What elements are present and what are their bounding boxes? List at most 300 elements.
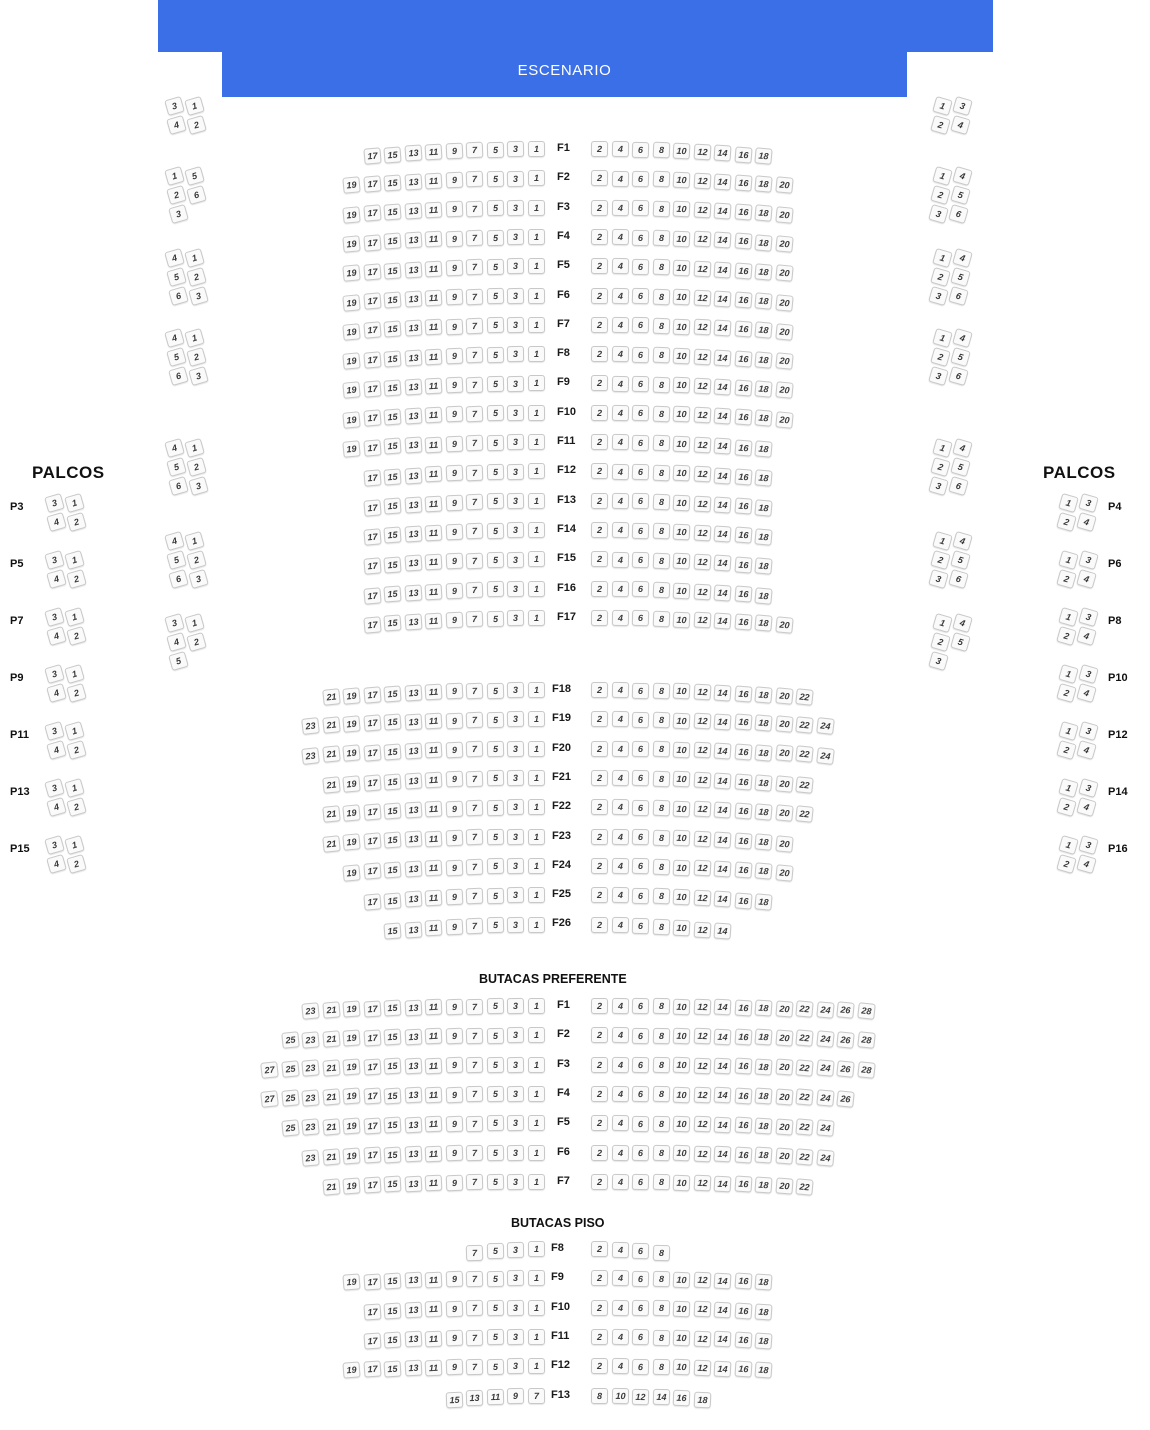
palco-P14-seat-4[interactable]: 4 <box>1076 797 1097 817</box>
seat-F15-6[interactable]: 6 <box>632 552 649 568</box>
seat-F3-24[interactable]: 24 <box>816 1060 834 1078</box>
seat-F25-17[interactable]: 17 <box>363 893 381 910</box>
seat-F5-2[interactable]: 2 <box>591 258 608 274</box>
seat-F20-17[interactable]: 17 <box>363 744 381 761</box>
palco-P10-seat-3[interactable]: 3 <box>1078 664 1099 684</box>
sidebox-left-7-seat-4[interactable]: 4 <box>166 632 187 652</box>
seat-F7-2[interactable]: 2 <box>591 317 608 333</box>
seat-F13-9[interactable]: 9 <box>445 494 463 511</box>
seat-F6-12[interactable]: 12 <box>693 1145 711 1162</box>
seat-F13-16[interactable]: 16 <box>734 497 752 514</box>
seat-F23-14[interactable]: 14 <box>713 831 731 848</box>
seat-F4-8[interactable]: 8 <box>652 1086 669 1103</box>
sidebox-right-6-seat-6[interactable]: 6 <box>948 569 969 589</box>
seat-F16-2[interactable]: 2 <box>591 580 608 596</box>
seat-F15-8[interactable]: 8 <box>652 552 670 569</box>
seat-F8-2[interactable]: 2 <box>591 346 608 362</box>
seat-F11-16[interactable]: 16 <box>734 439 752 456</box>
sidebox-right-4-seat-4[interactable]: 4 <box>952 328 973 348</box>
seat-F9-15[interactable]: 15 <box>383 379 401 396</box>
seat-F9-8[interactable]: 8 <box>652 376 670 393</box>
seat-F25-8[interactable]: 8 <box>652 888 670 905</box>
seat-F4-16[interactable]: 16 <box>734 1087 752 1104</box>
seat-F22-15[interactable]: 15 <box>383 802 401 819</box>
seat-F9-17[interactable]: 17 <box>363 380 381 397</box>
seat-F11-8[interactable]: 8 <box>652 435 670 452</box>
seat-F7-19[interactable]: 19 <box>342 1177 360 1194</box>
seat-F19-15[interactable]: 15 <box>383 714 401 731</box>
seat-F1-19[interactable]: 19 <box>342 1001 360 1018</box>
seat-F25-2[interactable]: 2 <box>591 887 608 903</box>
seat-F23-19[interactable]: 19 <box>342 834 360 852</box>
seat-F24-19[interactable]: 19 <box>342 864 360 882</box>
seat-F15-18[interactable]: 18 <box>754 557 772 574</box>
seat-F20-21[interactable]: 21 <box>322 746 341 764</box>
seat-F5-21[interactable]: 21 <box>322 1118 340 1135</box>
seat-F10-16[interactable]: 16 <box>734 409 752 426</box>
seat-F1-12[interactable]: 12 <box>693 999 711 1016</box>
sidebox-right-7-seat-5[interactable]: 5 <box>950 632 971 652</box>
seat-F10-3[interactable]: 3 <box>507 405 524 421</box>
sidebox-right-3-seat-6[interactable]: 6 <box>948 286 969 306</box>
seat-F24-9[interactable]: 9 <box>445 859 463 876</box>
seat-F21-13[interactable]: 13 <box>404 772 422 789</box>
seat-F16-4[interactable]: 4 <box>611 581 628 597</box>
sidebox-right-6-seat-2[interactable]: 2 <box>930 550 951 570</box>
seat-F17-2[interactable]: 2 <box>591 610 608 626</box>
seat-F10-2[interactable]: 2 <box>591 1300 608 1316</box>
seat-F5-13[interactable]: 13 <box>404 1116 422 1133</box>
seat-F2-14[interactable]: 14 <box>714 1028 732 1045</box>
seat-F4-16[interactable]: 16 <box>734 233 752 250</box>
seat-F20-22[interactable]: 22 <box>795 746 814 764</box>
sidebox-right-5-seat-3[interactable]: 3 <box>928 476 949 496</box>
sidebox-left-2-seat-1[interactable]: 1 <box>164 166 185 186</box>
sidebox-right-4-seat-3[interactable]: 3 <box>928 366 949 386</box>
seat-F20-19[interactable]: 19 <box>342 745 360 763</box>
seat-F4-2[interactable]: 2 <box>591 229 608 245</box>
palco-P13-seat-3[interactable]: 3 <box>44 778 65 798</box>
seat-F23-6[interactable]: 6 <box>632 829 649 845</box>
seat-F7-6[interactable]: 6 <box>632 317 649 333</box>
seat-F1-2[interactable]: 2 <box>591 141 608 157</box>
seat-F5-16[interactable]: 16 <box>734 262 752 279</box>
seat-F12-15[interactable]: 15 <box>383 468 401 485</box>
seat-F7-11[interactable]: 11 <box>425 1175 443 1192</box>
seat-F4-17[interactable]: 17 <box>363 234 381 251</box>
sidebox-left-7-seat-5[interactable]: 5 <box>168 651 189 671</box>
seat-F3-6[interactable]: 6 <box>632 200 649 216</box>
seat-F10-8[interactable]: 8 <box>652 1300 669 1317</box>
seat-F19-2[interactable]: 2 <box>591 711 608 727</box>
seat-F1-5[interactable]: 5 <box>486 998 503 1014</box>
seat-F20-23[interactable]: 23 <box>301 747 320 765</box>
seat-F8-5[interactable]: 5 <box>486 1243 503 1259</box>
seat-F22-3[interactable]: 3 <box>507 799 524 815</box>
seat-F5-9[interactable]: 9 <box>445 260 463 277</box>
seat-F6-10[interactable]: 10 <box>673 1145 691 1162</box>
seat-F3-12[interactable]: 12 <box>693 202 711 219</box>
seat-F22-11[interactable]: 11 <box>425 801 443 818</box>
palco-P9-seat-4[interactable]: 4 <box>46 683 67 703</box>
seat-F3-15[interactable]: 15 <box>383 203 401 220</box>
seat-F11-11[interactable]: 11 <box>425 1330 443 1347</box>
seat-F23-13[interactable]: 13 <box>404 831 422 848</box>
seat-F12-1[interactable]: 1 <box>527 463 544 479</box>
seat-F1-9[interactable]: 9 <box>445 143 463 160</box>
seat-F4-5[interactable]: 5 <box>486 229 503 245</box>
palco-P11-seat-2[interactable]: 2 <box>66 740 87 760</box>
seat-F4-4[interactable]: 4 <box>611 1086 628 1102</box>
seat-F2-25[interactable]: 25 <box>281 1031 300 1049</box>
seat-F8-14[interactable]: 14 <box>713 349 731 366</box>
seat-F8-10[interactable]: 10 <box>673 347 691 364</box>
seat-F3-27[interactable]: 27 <box>260 1061 279 1079</box>
seat-F6-9[interactable]: 9 <box>445 1145 463 1162</box>
seat-F6-8[interactable]: 8 <box>652 1145 669 1162</box>
sidebox-right-4-seat-5[interactable]: 5 <box>950 347 971 367</box>
seat-F10-17[interactable]: 17 <box>363 410 381 427</box>
seat-F22-13[interactable]: 13 <box>404 801 422 818</box>
seat-F26-4[interactable]: 4 <box>611 917 628 933</box>
seat-F19-14[interactable]: 14 <box>713 713 731 730</box>
sidebox-right-5-seat-6[interactable]: 6 <box>948 476 969 496</box>
seat-F1-8[interactable]: 8 <box>652 142 670 159</box>
seat-F11-14[interactable]: 14 <box>713 438 731 455</box>
seat-F12-10[interactable]: 10 <box>673 1359 691 1376</box>
seat-F12-3[interactable]: 3 <box>507 463 524 479</box>
seat-F18-6[interactable]: 6 <box>632 682 649 698</box>
seat-F10-10[interactable]: 10 <box>673 406 691 423</box>
seat-F1-16[interactable]: 16 <box>734 999 752 1016</box>
seat-F17-6[interactable]: 6 <box>632 610 649 626</box>
seat-F11-18[interactable]: 18 <box>754 440 772 457</box>
seat-F17-5[interactable]: 5 <box>486 610 503 626</box>
seat-F19-20[interactable]: 20 <box>775 715 793 733</box>
seat-F12-2[interactable]: 2 <box>591 463 608 479</box>
seat-F12-12[interactable]: 12 <box>693 1360 711 1377</box>
seat-F11-10[interactable]: 10 <box>673 1330 691 1347</box>
seat-F8-5[interactable]: 5 <box>486 346 503 362</box>
seat-F20-8[interactable]: 8 <box>652 741 670 758</box>
seat-F10-10[interactable]: 10 <box>673 1301 691 1318</box>
seat-F4-12[interactable]: 12 <box>693 1087 711 1104</box>
sidebox-right-5-seat-2[interactable]: 2 <box>930 457 951 477</box>
seat-F3-25[interactable]: 25 <box>281 1060 300 1078</box>
palco-P11-seat-1[interactable]: 1 <box>64 721 85 741</box>
seat-F5-1[interactable]: 1 <box>527 258 544 274</box>
seat-F8-3[interactable]: 3 <box>507 346 524 362</box>
seat-F21-7[interactable]: 7 <box>466 770 484 787</box>
seat-F23-7[interactable]: 7 <box>466 829 484 846</box>
seat-F7-4[interactable]: 4 <box>611 1174 628 1190</box>
seat-F11-7[interactable]: 7 <box>466 1329 483 1346</box>
seat-F6-11[interactable]: 11 <box>425 1145 443 1162</box>
seat-F21-5[interactable]: 5 <box>486 770 503 786</box>
seat-F7-13[interactable]: 13 <box>404 1175 422 1192</box>
seat-F7-13[interactable]: 13 <box>404 320 422 337</box>
seat-F2-10[interactable]: 10 <box>673 172 691 189</box>
seat-F7-5[interactable]: 5 <box>486 317 503 333</box>
palco-P4-seat-4[interactable]: 4 <box>1076 512 1097 532</box>
seat-F9-10[interactable]: 10 <box>673 1271 691 1288</box>
seat-F23-20[interactable]: 20 <box>775 835 793 853</box>
seat-F11-16[interactable]: 16 <box>734 1332 752 1349</box>
seat-F8-17[interactable]: 17 <box>363 351 381 368</box>
seat-F4-10[interactable]: 10 <box>673 1086 691 1103</box>
seat-F11-5[interactable]: 5 <box>486 1329 503 1345</box>
seat-F15-10[interactable]: 10 <box>673 553 691 570</box>
seat-F2-12[interactable]: 12 <box>693 1028 711 1045</box>
seat-F8-1[interactable]: 1 <box>527 346 544 362</box>
seat-F11-5[interactable]: 5 <box>486 434 503 450</box>
seat-F2-14[interactable]: 14 <box>713 173 731 190</box>
seat-F18-1[interactable]: 1 <box>527 682 544 698</box>
seat-F13-8[interactable]: 8 <box>652 494 670 511</box>
seat-F24-14[interactable]: 14 <box>713 861 731 878</box>
seat-F13-7[interactable]: 7 <box>527 1388 544 1404</box>
seat-F1-13[interactable]: 13 <box>404 145 422 162</box>
seat-F21-10[interactable]: 10 <box>673 771 691 788</box>
seat-F10-14[interactable]: 14 <box>714 1302 732 1319</box>
seat-F24-2[interactable]: 2 <box>591 858 608 874</box>
palco-P12-seat-2[interactable]: 2 <box>1056 740 1077 760</box>
palco-P3-seat-2[interactable]: 2 <box>66 512 87 532</box>
seat-F25-6[interactable]: 6 <box>632 888 649 904</box>
seat-F17-7[interactable]: 7 <box>466 611 484 628</box>
palco-P14-seat-1[interactable]: 1 <box>1058 778 1079 798</box>
palco-P14-seat-2[interactable]: 2 <box>1056 797 1077 817</box>
seat-F17-15[interactable]: 15 <box>383 615 401 632</box>
sidebox-right-2-seat-4[interactable]: 4 <box>952 166 973 186</box>
seat-F22-14[interactable]: 14 <box>713 801 731 818</box>
seat-F22-1[interactable]: 1 <box>527 799 544 815</box>
seat-F14-3[interactable]: 3 <box>507 522 524 538</box>
seat-F11-2[interactable]: 2 <box>591 434 608 450</box>
seat-F4-26[interactable]: 26 <box>836 1090 855 1108</box>
seat-F20-20[interactable]: 20 <box>775 745 793 763</box>
seat-F9-17[interactable]: 17 <box>363 1273 381 1290</box>
seat-F4-15[interactable]: 15 <box>384 1087 402 1104</box>
seat-F12-1[interactable]: 1 <box>527 1358 544 1374</box>
seat-F9-4[interactable]: 4 <box>611 1270 628 1286</box>
seat-F2-26[interactable]: 26 <box>836 1031 855 1049</box>
seat-F10-4[interactable]: 4 <box>611 405 628 421</box>
seat-F11-9[interactable]: 9 <box>445 435 463 452</box>
seat-F9-2[interactable]: 2 <box>591 375 608 391</box>
seat-F23-4[interactable]: 4 <box>611 829 628 845</box>
seat-F13-14[interactable]: 14 <box>652 1389 669 1406</box>
seat-F16-17[interactable]: 17 <box>363 587 381 604</box>
seat-F9-19[interactable]: 19 <box>342 382 360 400</box>
seat-F8-4[interactable]: 4 <box>611 1242 628 1258</box>
seat-F11-18[interactable]: 18 <box>754 1332 772 1349</box>
seat-F2-13[interactable]: 13 <box>404 1028 422 1045</box>
seat-F3-2[interactable]: 2 <box>591 1057 608 1073</box>
seat-F6-24[interactable]: 24 <box>816 1149 834 1167</box>
seat-F7-15[interactable]: 15 <box>384 1176 402 1193</box>
sidebox-right-1-seat-4[interactable]: 4 <box>950 115 971 135</box>
seat-F24-6[interactable]: 6 <box>632 858 649 874</box>
sidebox-right-5-seat-4[interactable]: 4 <box>952 438 973 458</box>
seat-F25-3[interactable]: 3 <box>507 887 524 903</box>
seat-F11-13[interactable]: 13 <box>404 1331 422 1348</box>
seat-F17-20[interactable]: 20 <box>775 616 793 634</box>
seat-F7-10[interactable]: 10 <box>673 318 691 335</box>
seat-F18-20[interactable]: 20 <box>775 687 793 705</box>
seat-F26-10[interactable]: 10 <box>673 920 691 937</box>
seat-F10-1[interactable]: 1 <box>527 1300 544 1316</box>
seat-F3-11[interactable]: 11 <box>425 1057 443 1074</box>
seat-F10-15[interactable]: 15 <box>384 1302 402 1319</box>
seat-F9-7[interactable]: 7 <box>466 376 484 393</box>
seat-F6-5[interactable]: 5 <box>486 288 503 304</box>
seat-F22-4[interactable]: 4 <box>611 799 628 815</box>
palco-P6-seat-4[interactable]: 4 <box>1076 569 1097 589</box>
palco-P13-seat-4[interactable]: 4 <box>46 797 67 817</box>
seat-F24-13[interactable]: 13 <box>404 861 422 878</box>
seat-F6-13[interactable]: 13 <box>404 290 422 307</box>
seat-F6-20[interactable]: 20 <box>775 1147 793 1164</box>
seat-F11-7[interactable]: 7 <box>466 435 484 452</box>
seat-F10-12[interactable]: 12 <box>693 1301 711 1318</box>
seat-F23-9[interactable]: 9 <box>445 830 463 847</box>
palco-P16-seat-3[interactable]: 3 <box>1078 835 1099 855</box>
seat-F1-16[interactable]: 16 <box>734 146 752 163</box>
seat-F23-17[interactable]: 17 <box>363 832 381 849</box>
seat-F19-22[interactable]: 22 <box>795 716 814 734</box>
seat-F25-16[interactable]: 16 <box>734 892 752 909</box>
palco-P16-seat-2[interactable]: 2 <box>1056 854 1077 874</box>
seat-F3-22[interactable]: 22 <box>795 1059 813 1076</box>
sidebox-left-2-seat-2[interactable]: 2 <box>166 185 187 205</box>
seat-F3-6[interactable]: 6 <box>632 1057 649 1073</box>
seat-F10-18[interactable]: 18 <box>754 1303 772 1320</box>
seat-F20-6[interactable]: 6 <box>632 741 649 757</box>
seat-F5-20[interactable]: 20 <box>775 264 793 282</box>
seat-F7-22[interactable]: 22 <box>795 1178 813 1195</box>
seat-F5-3[interactable]: 3 <box>507 1115 524 1131</box>
seat-F14-8[interactable]: 8 <box>652 523 670 540</box>
seat-F1-4[interactable]: 4 <box>611 998 628 1014</box>
seat-F8-13[interactable]: 13 <box>404 349 422 366</box>
seat-F19-19[interactable]: 19 <box>342 715 360 733</box>
seat-F5-12[interactable]: 12 <box>693 260 711 277</box>
seat-F3-17[interactable]: 17 <box>363 205 381 222</box>
palco-P12-seat-4[interactable]: 4 <box>1076 740 1097 760</box>
seat-F2-24[interactable]: 24 <box>816 1030 834 1048</box>
seat-F20-18[interactable]: 18 <box>754 744 772 761</box>
seat-F4-5[interactable]: 5 <box>486 1086 503 1102</box>
seat-F13-16[interactable]: 16 <box>673 1390 691 1407</box>
seat-F8-18[interactable]: 18 <box>754 351 772 368</box>
palco-P3-seat-3[interactable]: 3 <box>44 493 65 513</box>
seat-F11-11[interactable]: 11 <box>425 436 443 453</box>
seat-F10-6[interactable]: 6 <box>632 1300 649 1316</box>
seat-F2-17[interactable]: 17 <box>363 1029 381 1046</box>
seat-F12-10[interactable]: 10 <box>673 465 691 482</box>
seat-F6-16[interactable]: 16 <box>734 1146 752 1163</box>
sidebox-left-5-seat-3[interactable]: 3 <box>188 476 209 496</box>
seat-F7-17[interactable]: 17 <box>363 322 381 339</box>
seat-F17-16[interactable]: 16 <box>734 614 752 631</box>
palco-P3-seat-4[interactable]: 4 <box>46 512 67 532</box>
seat-F6-9[interactable]: 9 <box>445 289 463 306</box>
seat-F20-12[interactable]: 12 <box>693 742 711 759</box>
seat-F18-5[interactable]: 5 <box>486 682 503 698</box>
seat-F6-15[interactable]: 15 <box>384 1146 402 1163</box>
seat-F5-4[interactable]: 4 <box>611 1115 628 1131</box>
seat-F8-12[interactable]: 12 <box>693 348 711 365</box>
seat-F18-9[interactable]: 9 <box>445 683 463 700</box>
seat-F2-16[interactable]: 16 <box>734 174 752 191</box>
palco-P13-seat-2[interactable]: 2 <box>66 797 87 817</box>
seat-F7-10[interactable]: 10 <box>673 1175 691 1192</box>
seat-F7-19[interactable]: 19 <box>342 323 360 341</box>
seat-F11-12[interactable]: 12 <box>693 437 711 454</box>
seat-F8-6[interactable]: 6 <box>632 1243 649 1259</box>
seat-F1-9[interactable]: 9 <box>445 999 463 1016</box>
seat-F12-18[interactable]: 18 <box>754 1362 772 1379</box>
seat-F4-21[interactable]: 21 <box>322 1088 340 1105</box>
seat-F6-21[interactable]: 21 <box>322 1148 340 1165</box>
seat-F11-19[interactable]: 19 <box>342 440 360 458</box>
seat-F3-13[interactable]: 13 <box>404 1057 422 1074</box>
palco-P5-seat-2[interactable]: 2 <box>66 569 87 589</box>
palco-P3-seat-1[interactable]: 1 <box>64 493 85 513</box>
seat-F10-4[interactable]: 4 <box>611 1300 628 1316</box>
sidebox-left-1-seat-3[interactable]: 3 <box>164 96 185 116</box>
sidebox-right-1-seat-3[interactable]: 3 <box>952 96 973 116</box>
seat-F4-20[interactable]: 20 <box>775 235 793 253</box>
seat-F17-12[interactable]: 12 <box>693 612 711 629</box>
seat-F12-2[interactable]: 2 <box>591 1358 608 1374</box>
seat-F1-12[interactable]: 12 <box>693 144 711 161</box>
seat-F16-3[interactable]: 3 <box>507 581 524 597</box>
seat-F21-22[interactable]: 22 <box>795 776 814 794</box>
seat-F19-21[interactable]: 21 <box>322 716 341 734</box>
seat-F1-21[interactable]: 21 <box>322 1001 340 1018</box>
seat-F2-7[interactable]: 7 <box>466 1028 483 1045</box>
seat-F21-19[interactable]: 19 <box>342 775 360 793</box>
seat-F21-20[interactable]: 20 <box>775 775 793 793</box>
seat-F20-11[interactable]: 11 <box>425 742 443 759</box>
seat-F12-7[interactable]: 7 <box>466 464 484 481</box>
seat-F12-19[interactable]: 19 <box>342 1362 360 1379</box>
seat-F8-19[interactable]: 19 <box>342 352 360 370</box>
seat-F12-6[interactable]: 6 <box>632 1358 649 1374</box>
sidebox-right-5-seat-1[interactable]: 1 <box>932 438 953 458</box>
seat-F6-23[interactable]: 23 <box>301 1149 319 1167</box>
seat-F4-14[interactable]: 14 <box>714 1087 732 1104</box>
seat-F4-18[interactable]: 18 <box>754 234 772 251</box>
seat-F6-13[interactable]: 13 <box>404 1146 422 1163</box>
seat-F22-21[interactable]: 21 <box>322 805 341 823</box>
seat-F16-18[interactable]: 18 <box>754 587 772 604</box>
seat-F7-20[interactable]: 20 <box>775 1177 793 1194</box>
seat-F2-23[interactable]: 23 <box>301 1031 319 1049</box>
seat-F3-5[interactable]: 5 <box>486 1057 503 1073</box>
seat-F3-9[interactable]: 9 <box>445 1057 463 1074</box>
sidebox-right-1-seat-2[interactable]: 2 <box>930 115 951 135</box>
seat-F13-2[interactable]: 2 <box>591 493 608 509</box>
seat-F18-2[interactable]: 2 <box>591 682 608 698</box>
seat-F2-5[interactable]: 5 <box>486 171 503 187</box>
seat-F22-18[interactable]: 18 <box>754 803 772 820</box>
seat-F21-3[interactable]: 3 <box>507 770 524 786</box>
seat-F9-9[interactable]: 9 <box>445 377 463 394</box>
seat-F3-1[interactable]: 1 <box>527 1057 544 1073</box>
